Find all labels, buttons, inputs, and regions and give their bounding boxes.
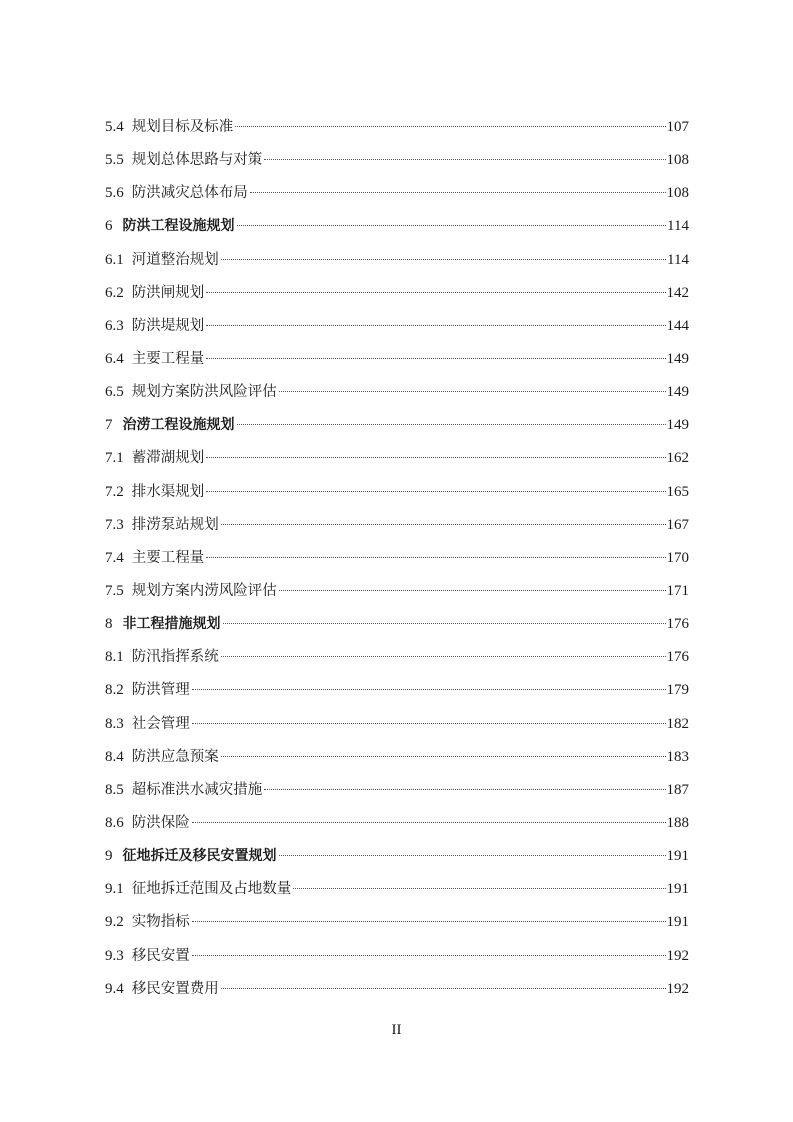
toc-entry-title: 主要工程量 <box>131 350 205 367</box>
toc-entry-page-number: 191 <box>666 914 689 931</box>
toc-section-entry[interactable] <box>105 314 689 347</box>
dot-leader <box>192 822 666 823</box>
toc-entry-page-number: 191 <box>666 881 689 898</box>
toc-entry-page-number: 183 <box>666 748 689 765</box>
toc-entry-number: 9.1 <box>105 881 124 898</box>
toc-section-entry[interactable] <box>105 480 689 513</box>
toc-entry-page-number: 182 <box>666 715 689 732</box>
table-of-contents <box>105 115 689 1010</box>
dot-leader <box>192 689 666 690</box>
toc-entry-number: 7.4 <box>105 549 124 566</box>
toc-entry-number: 8 <box>105 616 113 633</box>
toc-section-entry[interactable] <box>105 446 689 479</box>
toc-section-entry[interactable] <box>105 645 689 678</box>
dot-leader <box>221 656 666 657</box>
toc-entry-page-number: 149 <box>666 384 689 401</box>
toc-chapter-entry[interactable] <box>105 214 689 247</box>
dot-leader <box>221 259 666 260</box>
dot-leader <box>264 789 665 790</box>
toc-entry-number: 9.4 <box>105 980 124 997</box>
toc-entry-number: 6 <box>105 218 113 235</box>
toc-entry-page-number: 167 <box>666 516 689 533</box>
toc-entry-page-number: 179 <box>666 682 689 699</box>
toc-entry-title: 河道整治规划 <box>131 251 219 268</box>
toc-entry-number: 5.5 <box>105 152 124 169</box>
toc-section-entry[interactable] <box>105 579 689 612</box>
toc-section-entry[interactable] <box>105 513 689 546</box>
toc-entry-number: 8.1 <box>105 649 124 666</box>
toc-entry-number: 9.3 <box>105 947 124 964</box>
toc-entry-page-number: 171 <box>666 582 689 599</box>
toc-entry-number: 6.2 <box>105 284 124 301</box>
toc-entry-title: 规划方案防洪风险评估 <box>131 384 277 401</box>
toc-entry-page-number: 176 <box>666 616 689 633</box>
toc-entry-title: 防洪应急预案 <box>131 748 219 765</box>
dot-leader <box>279 855 666 856</box>
dot-leader <box>206 491 665 492</box>
toc-entry-page-number: 191 <box>666 848 689 865</box>
toc-entry-page-number: 187 <box>666 781 689 798</box>
toc-section-entry[interactable] <box>105 148 689 181</box>
toc-chapter-entry[interactable] <box>105 612 689 645</box>
toc-entry-title: 移民安置 <box>131 947 190 964</box>
dot-leader <box>221 524 666 525</box>
dot-leader <box>192 723 666 724</box>
toc-entry-page-number: 114 <box>667 251 689 268</box>
toc-entry-page-number: 149 <box>666 417 689 434</box>
toc-entry-number: 6.3 <box>105 317 124 334</box>
toc-entry-title: 规划目标及标准 <box>131 119 234 135</box>
dot-leader <box>206 557 665 558</box>
page-number-footer: II <box>391 1022 402 1038</box>
dot-leader <box>206 292 665 293</box>
toc-section-entry[interactable] <box>105 281 689 314</box>
dot-leader <box>192 921 666 922</box>
toc-entry-title: 非工程措施规划 <box>122 616 221 633</box>
toc-section-entry[interactable] <box>105 811 689 844</box>
dot-leader <box>279 391 666 392</box>
toc-section-entry[interactable] <box>105 745 689 778</box>
toc-entry-number: 7.1 <box>105 450 124 467</box>
toc-entry-number: 7.2 <box>105 483 124 500</box>
toc-entry-page-number: 170 <box>666 549 689 566</box>
toc-entry-page-number: 192 <box>666 947 689 964</box>
toc-entry-title: 防汛指挥系统 <box>131 649 219 666</box>
toc-section-entry[interactable] <box>105 910 689 943</box>
toc-entry-title: 防洪工程设施规划 <box>122 218 235 235</box>
toc-entry-page-number: 192 <box>666 980 689 997</box>
toc-entry-title: 治涝工程设施规划 <box>122 417 235 434</box>
toc-entry-number: 6.4 <box>105 350 124 367</box>
toc-entry-number: 9 <box>105 848 113 865</box>
toc-entry-number: 7 <box>105 417 113 434</box>
toc-entry-page-number: 114 <box>667 218 689 235</box>
toc-entry-page-number: 108 <box>666 152 689 169</box>
toc-section-entry[interactable] <box>105 977 689 1010</box>
toc-entry-page-number: 149 <box>666 350 689 367</box>
toc-section-entry[interactable] <box>105 712 689 745</box>
toc-entry-number: 8.6 <box>105 814 124 831</box>
toc-entry-title: 社会管理 <box>131 715 190 732</box>
toc-entry-title: 防洪堤规划 <box>131 317 205 334</box>
dot-leader <box>235 126 665 127</box>
toc-section-entry[interactable] <box>105 944 689 977</box>
dot-leader <box>264 159 665 160</box>
toc-entry-title: 移民安置费用 <box>131 980 219 997</box>
toc-entry-number: 5.6 <box>105 185 124 202</box>
dot-leader <box>221 756 666 757</box>
dot-leader <box>250 192 666 193</box>
toc-entry-number: 9.2 <box>105 914 124 931</box>
toc-entry-title: 实物指标 <box>131 914 190 931</box>
toc-entry-number: 5.4 <box>105 119 124 135</box>
dot-leader <box>293 888 665 889</box>
toc-entry-title: 规划总体思路与对策 <box>131 152 263 169</box>
toc-entry-number: 8.5 <box>105 781 124 798</box>
toc-entry-title: 主要工程量 <box>131 549 205 566</box>
dot-leader <box>221 988 666 989</box>
toc-entry-title: 征地拆迁范围及占地数量 <box>131 881 292 898</box>
toc-entry-title: 防洪减灾总体布局 <box>131 185 248 202</box>
toc-chapter-entry[interactable] <box>105 413 689 446</box>
toc-section-entry[interactable] <box>105 778 689 811</box>
toc-entry-number: 7.3 <box>105 516 124 533</box>
toc-section-entry[interactable] <box>105 546 689 579</box>
toc-entry-page-number: 188 <box>666 814 689 831</box>
toc-entry-page-number: 165 <box>666 483 689 500</box>
dot-leader <box>237 225 667 226</box>
toc-section-entry[interactable] <box>105 347 689 380</box>
toc-entry-page-number: 176 <box>666 649 689 666</box>
toc-entry-title: 排涝泵站规划 <box>131 516 219 533</box>
toc-entry-title: 排水渠规划 <box>131 483 205 500</box>
dot-leader <box>279 590 666 591</box>
dot-leader <box>192 955 666 956</box>
toc-entry-title: 蓄滞湖规划 <box>131 450 205 467</box>
toc-entry-page-number: 142 <box>666 284 689 301</box>
toc-entry-page-number: 144 <box>666 317 689 334</box>
dot-leader <box>206 358 665 359</box>
toc-entry-title: 超标准洪水减灾措施 <box>131 781 263 798</box>
toc-section-entry[interactable] <box>105 380 689 413</box>
toc-entry-number: 8.4 <box>105 748 124 765</box>
toc-entry-title: 防洪闸规划 <box>131 284 205 301</box>
toc-section-entry[interactable] <box>105 678 689 711</box>
toc-chapter-entry[interactable] <box>105 844 689 877</box>
toc-entry-number: 8.2 <box>105 682 124 699</box>
dot-leader <box>223 623 666 624</box>
dot-leader <box>206 457 665 458</box>
toc-entry-title: 防洪管理 <box>131 682 190 699</box>
dot-leader <box>237 424 666 425</box>
toc-entry-page-number: 107 <box>666 119 689 135</box>
toc-section-entry[interactable] <box>105 181 689 214</box>
toc-entry-number: 7.5 <box>105 582 124 599</box>
toc-entry-number: 8.3 <box>105 715 124 732</box>
toc-section-entry[interactable] <box>105 248 689 281</box>
toc-section-entry[interactable] <box>105 115 689 148</box>
dot-leader <box>206 325 665 326</box>
toc-entry-title: 征地拆迁及移民安置规划 <box>122 848 277 865</box>
toc-entry-page-number: 162 <box>666 450 689 467</box>
toc-section-entry[interactable] <box>105 877 689 910</box>
toc-entry-title: 防洪保险 <box>131 814 190 831</box>
toc-entry-number: 6.1 <box>105 251 124 268</box>
toc-entry-page-number: 108 <box>666 185 689 202</box>
toc-entry-number: 6.5 <box>105 384 124 401</box>
toc-entry-title: 规划方案内涝风险评估 <box>131 582 277 599</box>
